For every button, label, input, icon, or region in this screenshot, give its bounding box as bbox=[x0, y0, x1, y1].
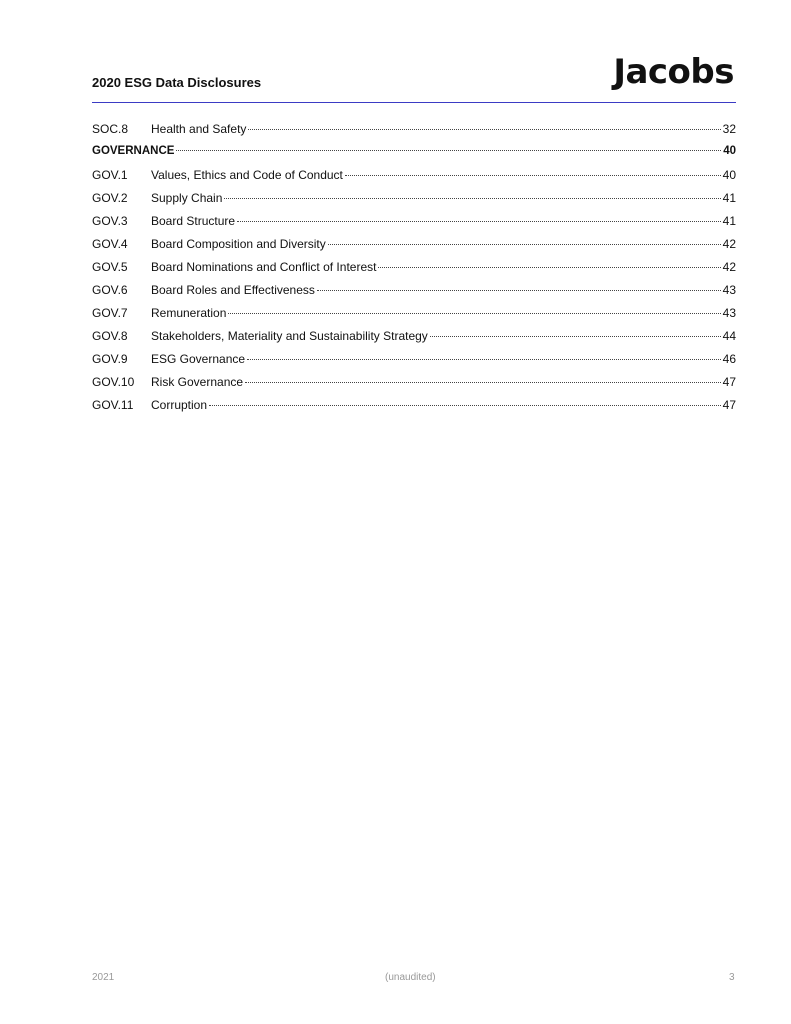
toc-code: GOV.6 bbox=[92, 283, 128, 297]
toc-code: GOV.7 bbox=[92, 306, 128, 320]
toc-label: Corruption bbox=[151, 398, 208, 412]
footer-year: 2021 bbox=[92, 972, 115, 983]
toc-label: Board Roles and Effectiveness bbox=[151, 283, 315, 297]
toc-code: GOV.1 bbox=[92, 168, 128, 182]
footer-status: (unaudited) bbox=[385, 972, 436, 983]
toc-code: SOC.8 bbox=[92, 122, 129, 136]
toc-label: Board Nominations and Conflict of Interest bbox=[151, 260, 377, 274]
jacobs-logo: Jacobs bbox=[613, 52, 734, 92]
toc-leader-dots bbox=[378, 267, 720, 268]
toc-entry[interactable] bbox=[92, 237, 736, 260]
toc-page-number: 42 bbox=[722, 260, 736, 274]
toc-entry[interactable] bbox=[92, 283, 736, 306]
toc-label: Stakeholders, Materiality and Sustainability Strategy bbox=[151, 329, 428, 343]
toc-page-number: 43 bbox=[722, 306, 736, 320]
toc-page-number: 40 bbox=[723, 145, 736, 157]
toc-leader-dots bbox=[245, 382, 721, 383]
toc-leader-dots bbox=[228, 313, 720, 314]
toc-code: GOV.9 bbox=[92, 352, 128, 366]
toc-entry[interactable] bbox=[92, 329, 736, 352]
toc-label: Health and Safety bbox=[151, 122, 247, 136]
toc-page-number: 42 bbox=[722, 237, 736, 251]
toc-entry[interactable] bbox=[92, 168, 736, 191]
toc-code: GOV.2 bbox=[92, 191, 128, 205]
toc-entry[interactable] bbox=[92, 398, 736, 421]
toc-label: Supply Chain bbox=[151, 191, 223, 205]
toc-entry[interactable] bbox=[92, 352, 736, 375]
document-title: 2020 ESG Data Disclosures bbox=[92, 75, 262, 90]
toc-code: GOV.11 bbox=[92, 398, 134, 412]
toc-page-number: 32 bbox=[722, 122, 736, 136]
toc-page-number: 44 bbox=[722, 329, 736, 343]
toc-page-number: 47 bbox=[722, 398, 736, 412]
toc-entry[interactable] bbox=[92, 375, 736, 398]
toc-code: GOV.5 bbox=[92, 260, 128, 274]
toc-label: Board Composition and Diversity bbox=[151, 237, 326, 251]
toc-leader-dots bbox=[430, 336, 721, 337]
toc-code: GOV.4 bbox=[92, 237, 128, 251]
toc-leader-dots bbox=[328, 244, 721, 245]
toc-leader-dots bbox=[248, 129, 720, 130]
toc-entry[interactable] bbox=[92, 191, 736, 214]
toc-label: Board Structure bbox=[151, 214, 236, 228]
toc-leader-dots bbox=[224, 198, 720, 199]
toc-code: GOV.8 bbox=[92, 329, 128, 343]
toc-leader-dots bbox=[209, 405, 721, 406]
toc-entry[interactable] bbox=[92, 260, 736, 283]
toc-label: Risk Governance bbox=[151, 375, 244, 389]
toc-page-number: 41 bbox=[722, 214, 736, 228]
toc-label: GOVERNANCE bbox=[92, 145, 175, 157]
toc-page-number: 41 bbox=[722, 191, 736, 205]
table-of-contents bbox=[92, 122, 736, 421]
toc-entry[interactable] bbox=[92, 214, 736, 237]
toc-code: GOV.3 bbox=[92, 214, 128, 228]
toc-code: GOV.10 bbox=[92, 375, 135, 389]
toc-label: Remuneration bbox=[151, 306, 227, 320]
toc-leader-dots bbox=[237, 221, 721, 222]
toc-page-number: 40 bbox=[722, 168, 736, 182]
header-divider bbox=[92, 102, 736, 103]
toc-label: Values, Ethics and Code of Conduct bbox=[151, 168, 343, 182]
toc-entry[interactable] bbox=[92, 145, 736, 168]
toc-label: ESG Governance bbox=[151, 352, 246, 366]
toc-leader-dots bbox=[317, 290, 721, 291]
toc-entry[interactable] bbox=[92, 122, 736, 145]
toc-leader-dots bbox=[247, 359, 721, 360]
toc-page-number: 47 bbox=[722, 375, 736, 389]
toc-page-number: 46 bbox=[722, 352, 736, 366]
toc-leader-dots bbox=[176, 150, 721, 151]
toc-entry[interactable] bbox=[92, 306, 736, 329]
footer-page-number: 3 bbox=[729, 972, 735, 983]
toc-leader-dots bbox=[345, 175, 721, 176]
toc-page-number: 43 bbox=[722, 283, 736, 297]
